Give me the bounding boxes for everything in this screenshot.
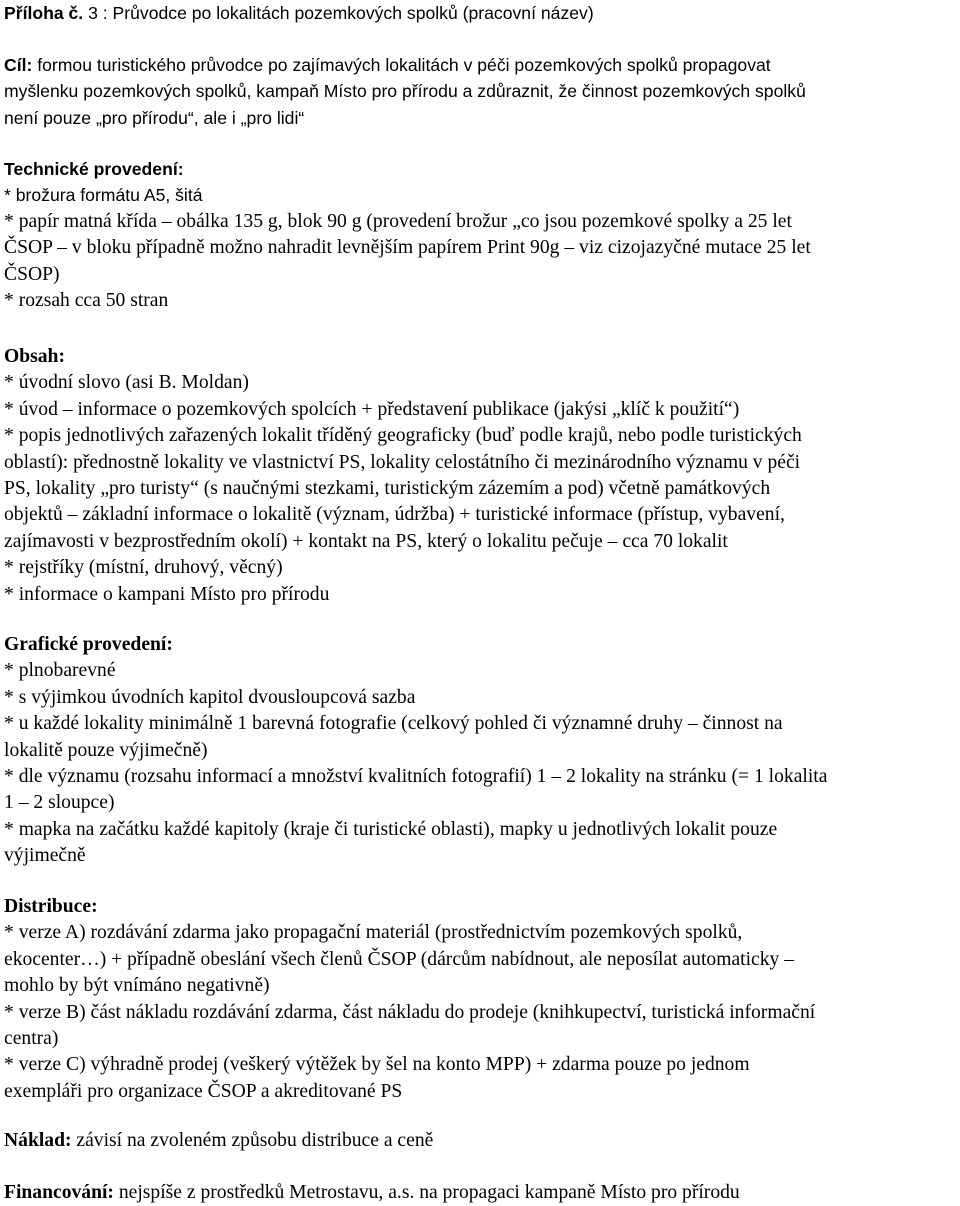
technical-line: * rozsah cca 50 stran [4, 289, 169, 311]
graphic-heading: Grafické provedení: [4, 634, 173, 655]
contents-section [4, 344, 958, 608]
graphic-line: 1 – 2 sloupce) [4, 792, 115, 814]
graphic-line: * dle významu (rozsahu informací a množství kvalitních fotografií) 1 – 2 lokality na stránku (= 1 lokalita [4, 765, 828, 787]
graphic-line: * s výjimkou úvodních kapitol dvousloupcová sazba [4, 686, 416, 708]
financing-section [4, 1180, 958, 1206]
financing-label: Financování: [4, 1182, 114, 1203]
distribution-line: exempláři pro organizace ČSOP a akreditované PS [4, 1080, 403, 1102]
contents-line: * rejstříky (místní, druhový, věcný) [4, 557, 283, 579]
graphic-line: výjimečně [4, 845, 86, 867]
technical-heading: Technické provedení: [4, 159, 184, 179]
contents-line: * úvod – informace o pozemkových spolcích + představení publikace (jakýsi „klíč k použití“) [4, 398, 740, 420]
distribution-line: * verze C) výhradně prodej (veškerý výtěžek by šel na konto MPP) + zdarma pouze po jednom [4, 1054, 750, 1076]
technical-line: ČSOP) [4, 263, 60, 285]
goal-section [4, 52, 958, 131]
technical-line: * papír matná křída – obálka 135 g, blok 90 g (provedení brožur „co jsou pozemkové spolky a 25 let [4, 210, 792, 232]
goal-line: formou turistického průvodce po zajímavých lokalitách v péči pozemkových spolků propagovat [32, 55, 771, 75]
distribution-section [4, 894, 958, 1105]
distribution-line: ekocenter…) + případně obeslání všech členů ČSOP (dárcům nabídnout, ale neposílat automaticky – [4, 948, 795, 970]
contents-line: zajímavosti v bezprostředním okolí) + kontakt na PS, který o lokalitu pečuje – cca 70 lokalit [4, 530, 728, 552]
contents-line: * popis jednotlivých zařazených lokalit tříděný geograficky (buď podle krajů, nebo podle turistických [4, 425, 802, 447]
cost-section [4, 1128, 958, 1154]
distribution-heading: Distribuce: [4, 896, 98, 917]
distribution-line: * verze B) část nákladu rozdávání zdarma, část nákladu do prodeje (knihkupectví, turistická informační [4, 1001, 816, 1023]
graphic-line: * u každé lokality minimálně 1 barevná fotografie (celkový pohled či významné druhy – činnost na [4, 713, 783, 735]
cost-text: závisí na zvoleném způsobu distribuce a ceně [71, 1130, 434, 1151]
contents-line: oblastí): přednostně lokality ve vlastnictví PS, lokality celostátního či mezinárodního významu v péči [4, 451, 801, 473]
contents-line: * informace o kampani Místo pro přírodu [4, 583, 330, 605]
contents-line: * úvodní slovo (asi B. Moldan) [4, 372, 249, 394]
cost-label: Náklad: [4, 1130, 72, 1151]
contents-line: objektů – základní informace o lokalitě (význam, údržba) + turistické informace (přístup, vybavení, [4, 504, 785, 526]
goal-label: Cíl: [4, 55, 33, 75]
title-label: Příloha č. [4, 3, 84, 23]
technical-line: * brožura formátu A5, šitá [4, 185, 203, 206]
graphic-line: lokalitě pouze výjimečně) [4, 739, 208, 761]
contents-line: PS, lokality „pro turisty“ (s naučnými stezkami, turistickým zázemím a pod) včetně památkových [4, 477, 771, 499]
graphic-line: * plnobarevné [4, 660, 116, 682]
technical-line: ČSOP – v bloku případně možno nahradit levnějším papírem Print 90g – viz cizojazyčné mutace 25 let [4, 237, 811, 259]
technical-section [4, 156, 958, 314]
distribution-line: mohlo by být vnímáno negativně) [4, 975, 270, 997]
distribution-line: * verze A) rozdávání zdarma jako propagační materiál (prostřednictvím pozemkových spolků, [4, 922, 743, 944]
goal-line: není pouze „pro přírodu“, ale i „pro lidi“ [4, 107, 305, 128]
distribution-line: centra) [4, 1027, 59, 1049]
document-title [4, 0, 958, 26]
graphic-line: * mapka na začátku každé kapitoly (kraje či turistické oblasti), mapky u jednotlivých lokalit pouze [4, 818, 778, 840]
financing-text: nejspíše z prostředků Metrostavu, a.s. na propagaci kampaně Místo pro přírodu [113, 1182, 740, 1203]
goal-line: myšlenku pozemkových spolků, kampaň Místo pro přírodu a zdůraznit, že činnost pozemkových spolků [4, 81, 806, 102]
title-text: 3 : Průvodce po lokalitách pozemkových spolků (pracovní název) [83, 3, 594, 23]
graphic-section [4, 632, 958, 870]
contents-heading: Obsah: [4, 346, 65, 367]
